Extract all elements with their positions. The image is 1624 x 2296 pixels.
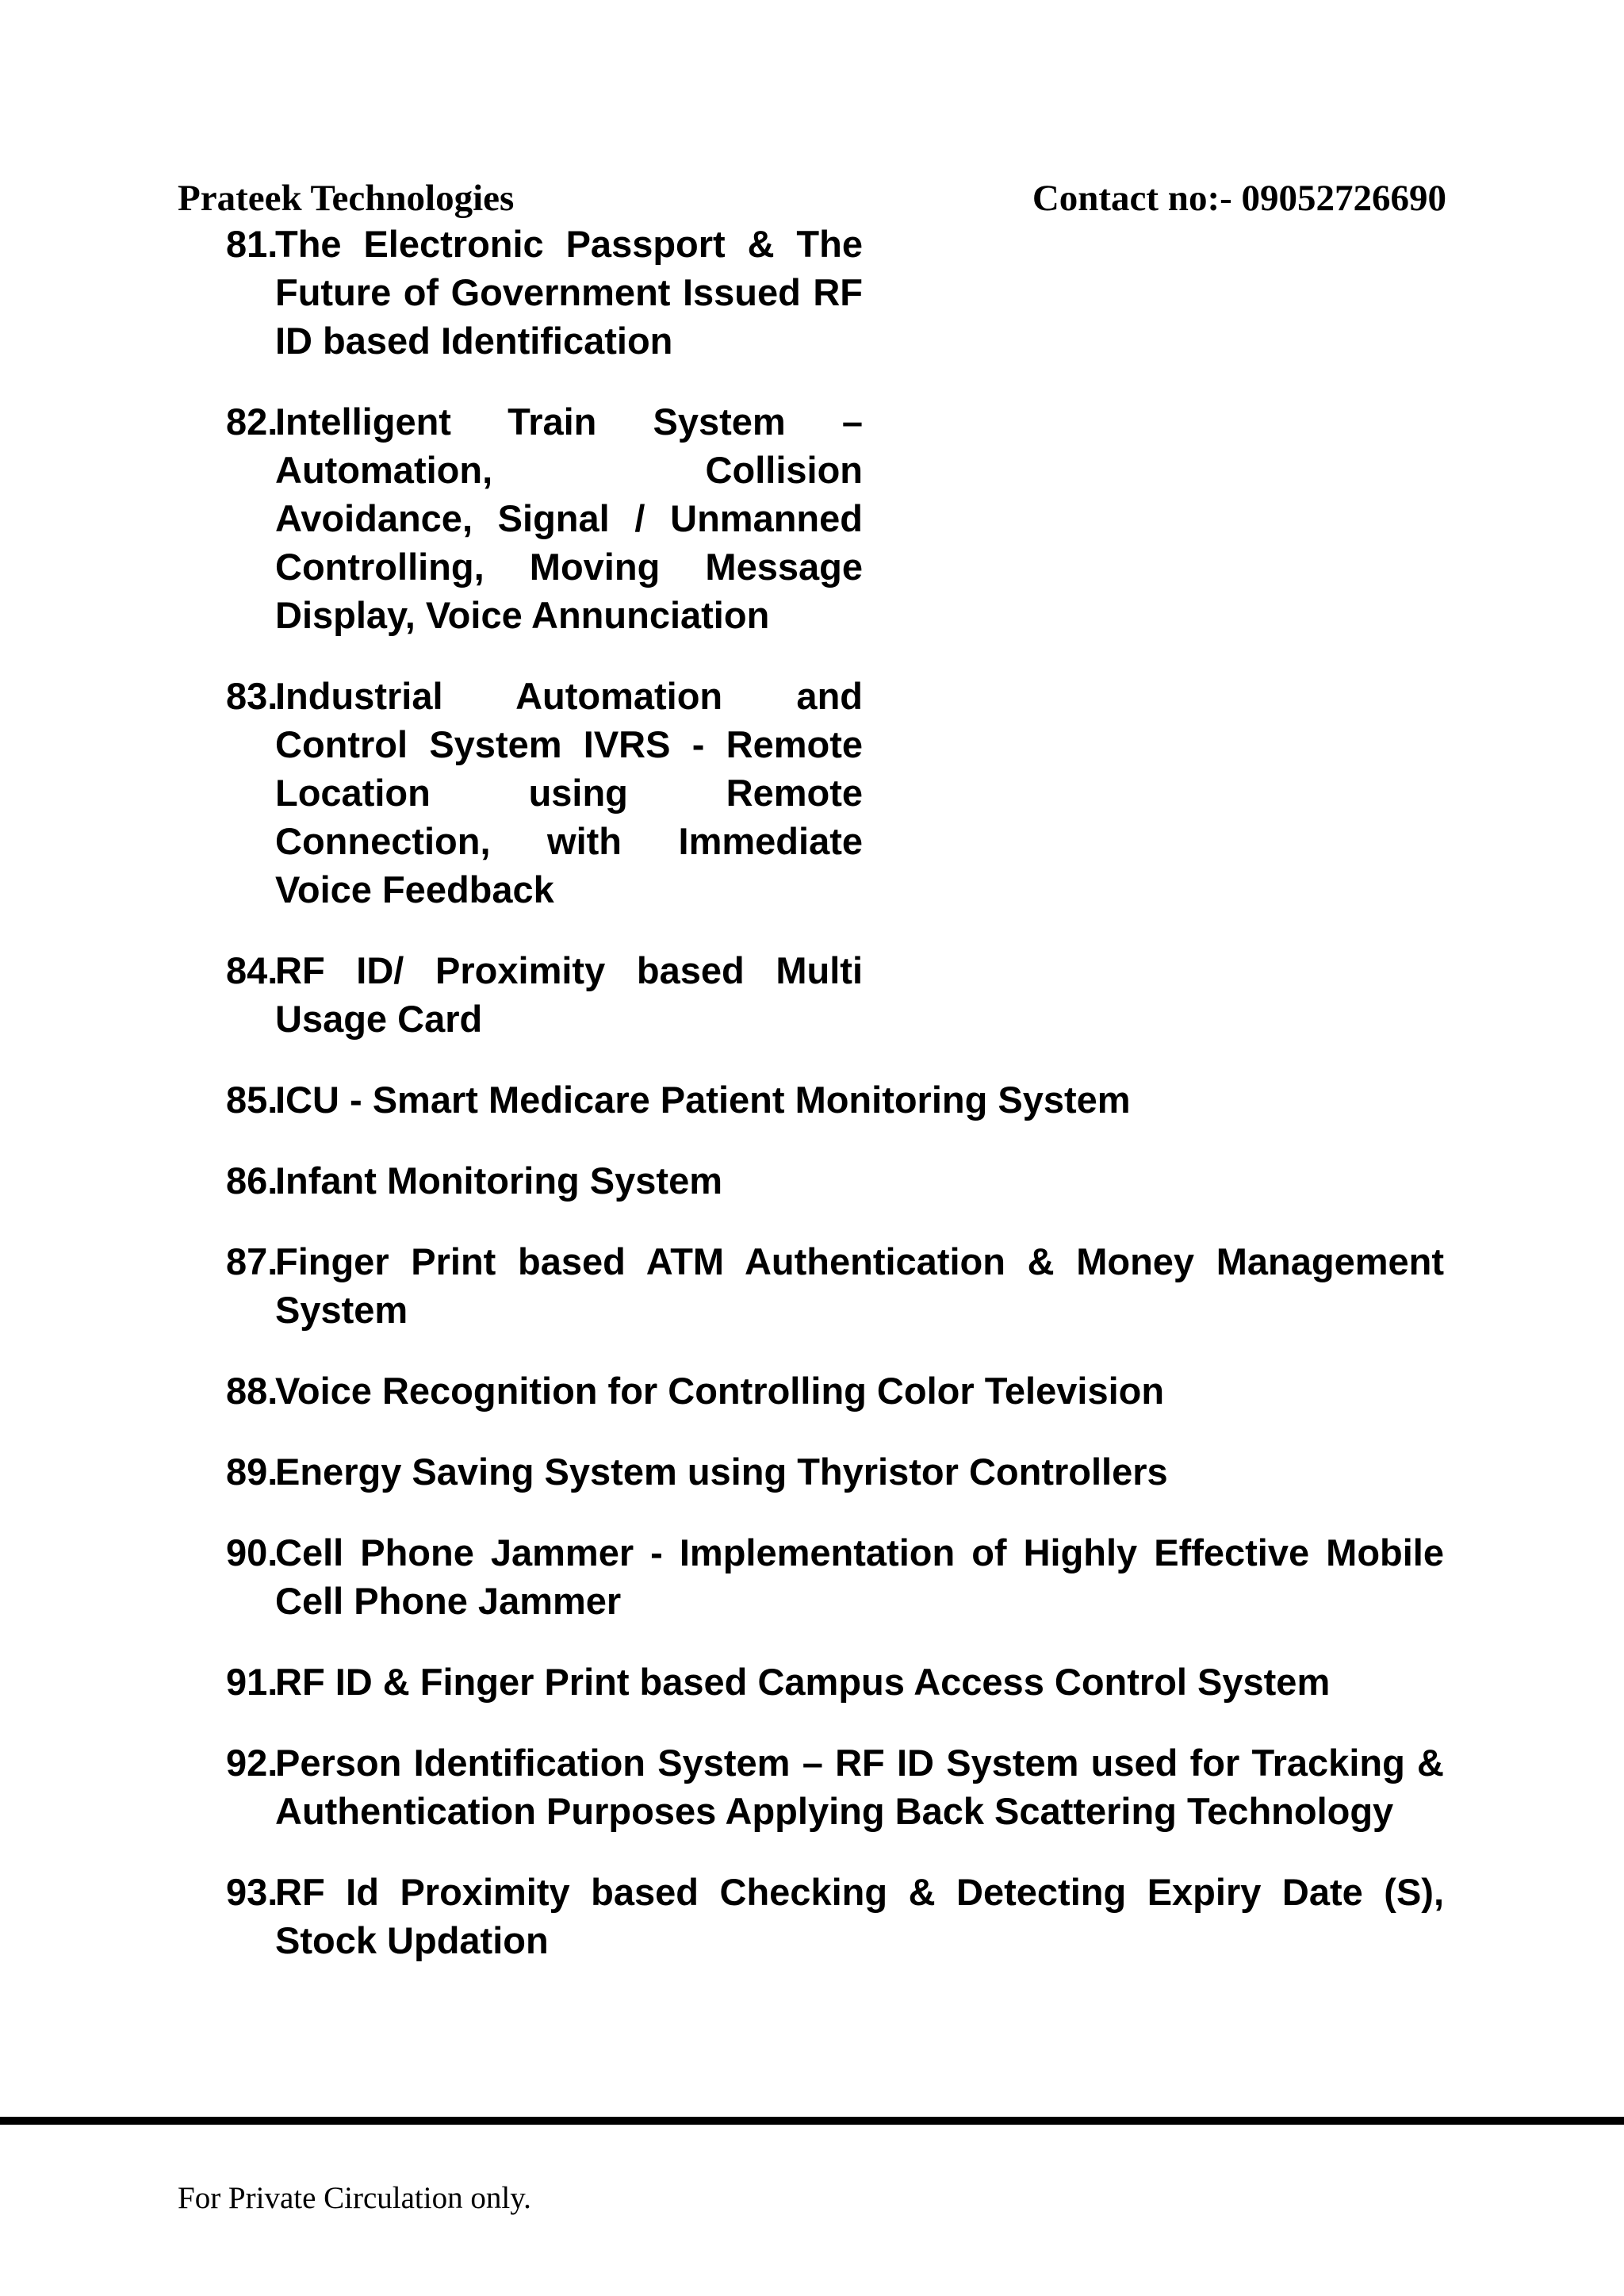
item-number: 86. [226, 1159, 278, 1202]
footer-note: For Private Circulation only. [178, 2181, 531, 2215]
item-text: RF ID & Finger Print based Campus Access Control System [275, 1661, 1331, 1703]
page-header [178, 176, 1446, 220]
item-text: RF ID/ Proximity based Multi Usage Card [275, 949, 863, 1040]
item-text: Intelligent Train System – Automation, Collision Avoidance, Signal / Unmanned Controlling, Moving Message Display, Voice Annunciation [275, 401, 863, 636]
list-item [226, 672, 863, 914]
item-number: 83. [226, 675, 278, 717]
item-number: 93. [226, 1871, 278, 1913]
item-text: The Electronic Passport & The Future of Government Issued RF ID based Identification [275, 223, 863, 362]
item-text: Energy Saving System using Thyristor Controllers [275, 1451, 1168, 1493]
project-list [226, 220, 1444, 1997]
item-number: 87. [226, 1240, 278, 1282]
item-text: Person Identification System – RF ID System used for Tracking & Authentication Purposes Applying Back Scattering Technology [275, 1742, 1444, 1832]
item-number: 90. [226, 1531, 278, 1573]
list-item [226, 1738, 1444, 1835]
list-item [226, 1868, 1444, 1964]
item-number: 82. [226, 401, 278, 443]
list-item [226, 1237, 1444, 1334]
item-text: Voice Recognition for Controlling Color Television [275, 1370, 1165, 1412]
item-text: Finger Print based ATM Authentication & Money Management System [275, 1240, 1444, 1331]
item-number: 84. [226, 949, 278, 991]
list-item [226, 1366, 1444, 1415]
item-number: 89. [226, 1451, 278, 1493]
item-text: Infant Monitoring System [275, 1159, 722, 1202]
list-item [226, 1447, 1444, 1496]
item-text: ICU - Smart Medicare Patient Monitoring System [275, 1079, 1131, 1121]
list-item [226, 1156, 1444, 1205]
company-name: Prateek Technologies [178, 178, 515, 219]
list-item [226, 1075, 1444, 1124]
item-text: Industrial Automation and Control System IVRS - Remote Location using Remote Connection, with Immediate Voice Feedback [275, 675, 863, 910]
footer-divider [0, 2117, 1624, 2125]
item-number: 91. [226, 1661, 278, 1703]
item-number: 88. [226, 1370, 278, 1412]
list-item [226, 1658, 1444, 1706]
item-number: 85. [226, 1079, 278, 1121]
contact-number: Contact no:- 09052726690 [1032, 178, 1446, 219]
item-text: RF Id Proximity based Checking & Detecting Expiry Date (S), Stock Updation [275, 1871, 1444, 1961]
item-number: 81. [226, 223, 278, 265]
list-item [226, 1528, 1444, 1625]
list-item [226, 946, 863, 1043]
list-item [226, 220, 863, 365]
item-number: 92. [226, 1742, 278, 1784]
list-item [226, 397, 863, 639]
item-text: Cell Phone Jammer - Implementation of Highly Effective Mobile Cell Phone Jammer [275, 1531, 1444, 1622]
